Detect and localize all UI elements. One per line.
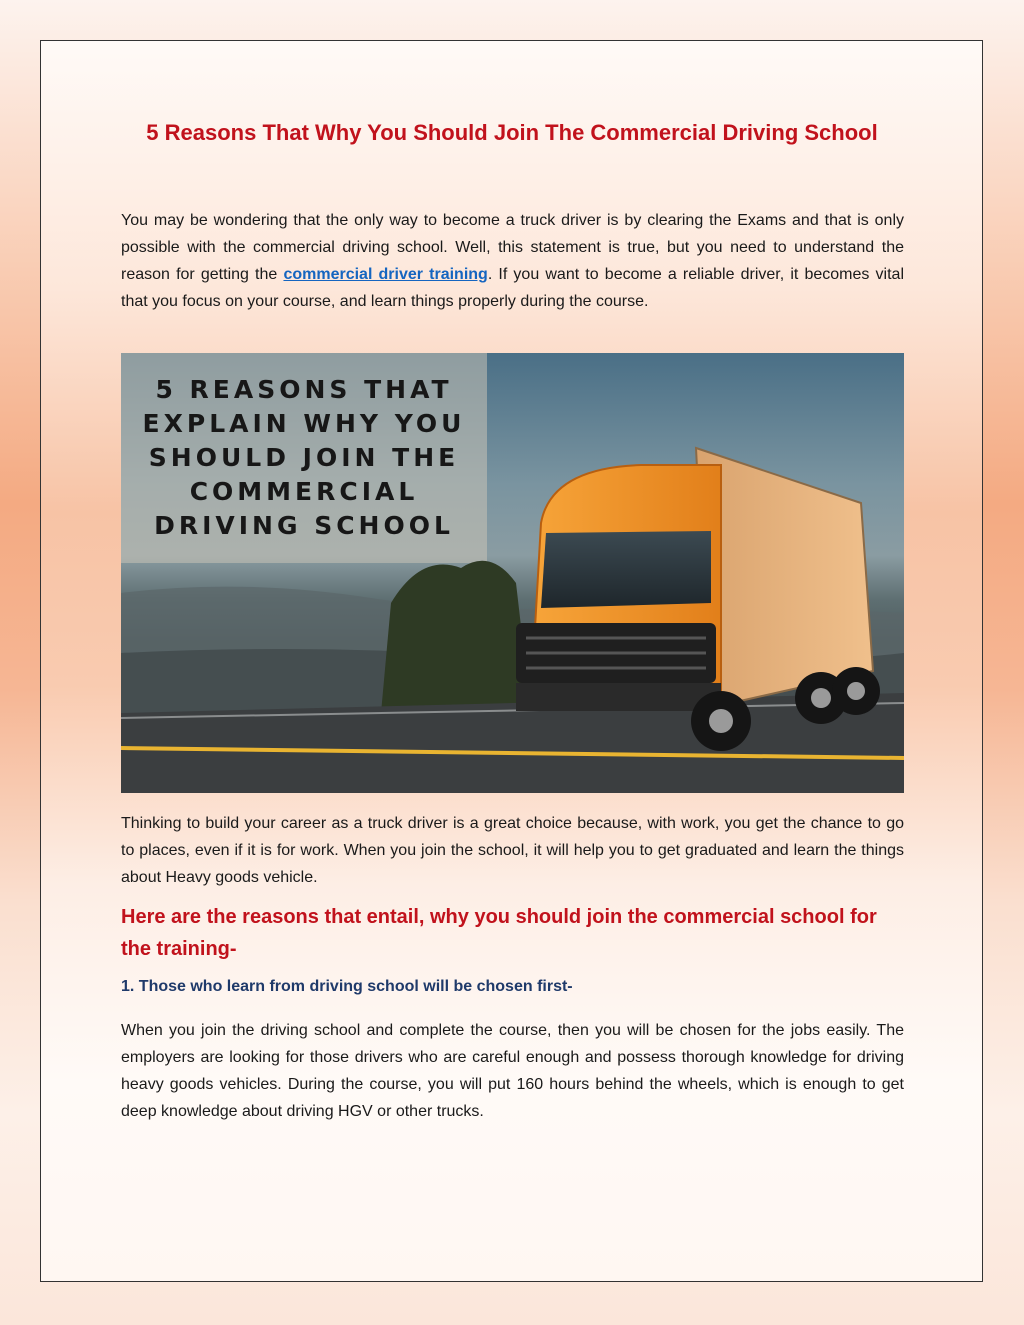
bumper xyxy=(516,683,721,711)
tree xyxy=(381,561,531,713)
article-title: 5 Reasons That Why You Should Join The Commercial Driving School xyxy=(146,120,878,145)
hero-caption-line: COMMERCIAL xyxy=(189,477,419,506)
career-paragraph: Thinking to build your career as a truck driver is a great choice because, with work, you get the chance to go to places, even if it is for work. When you join the school, it will help you to get graduated and learn the things about Heavy goods vehicle. xyxy=(121,815,904,886)
hero-caption-line: 5 REASONS THAT xyxy=(155,375,453,404)
intro-text-end: . If you want to become a reliable driver, it becomes vital that you focus on your course, and learn things properly during the course. xyxy=(121,266,904,310)
reason-1-paragraph: When you join the driving school and complete the course, then you will be chosen for the jobs easily. The employers are looking for those drivers who are careful enough and possess thorough knowledge for driving heavy goods vehicles. During the course, you will put 160 hours behind the wheels, which is enough to get deep knowledge about driving HGV or other trucks. xyxy=(121,1022,904,1120)
hero-truck-image xyxy=(121,353,904,793)
windshield xyxy=(541,531,711,608)
reason-1-heading: 1. Those who learn from driving school will be chosen first- xyxy=(121,978,573,995)
hero-caption xyxy=(121,373,487,543)
commercial-driver-training-link[interactable]: commercial driver training xyxy=(283,266,488,283)
hero-caption-line: SHOULD JOIN THE xyxy=(148,443,460,472)
intro-paragraph xyxy=(121,207,904,315)
intro-text-start: You may be wondering that the only way to become a truck driver is by clearing the Exams and that is only possible with the commercial driving school. Well, this statement is true, but you need to understand the reason for getting the xyxy=(121,212,904,283)
hero-caption-line: DRIVING SCHOOL xyxy=(154,511,454,540)
section-heading: Here are the reasons that entail, why you should join the commercial school for the training- xyxy=(121,906,877,960)
hero-caption-line: EXPLAIN WHY YOU xyxy=(142,409,466,438)
